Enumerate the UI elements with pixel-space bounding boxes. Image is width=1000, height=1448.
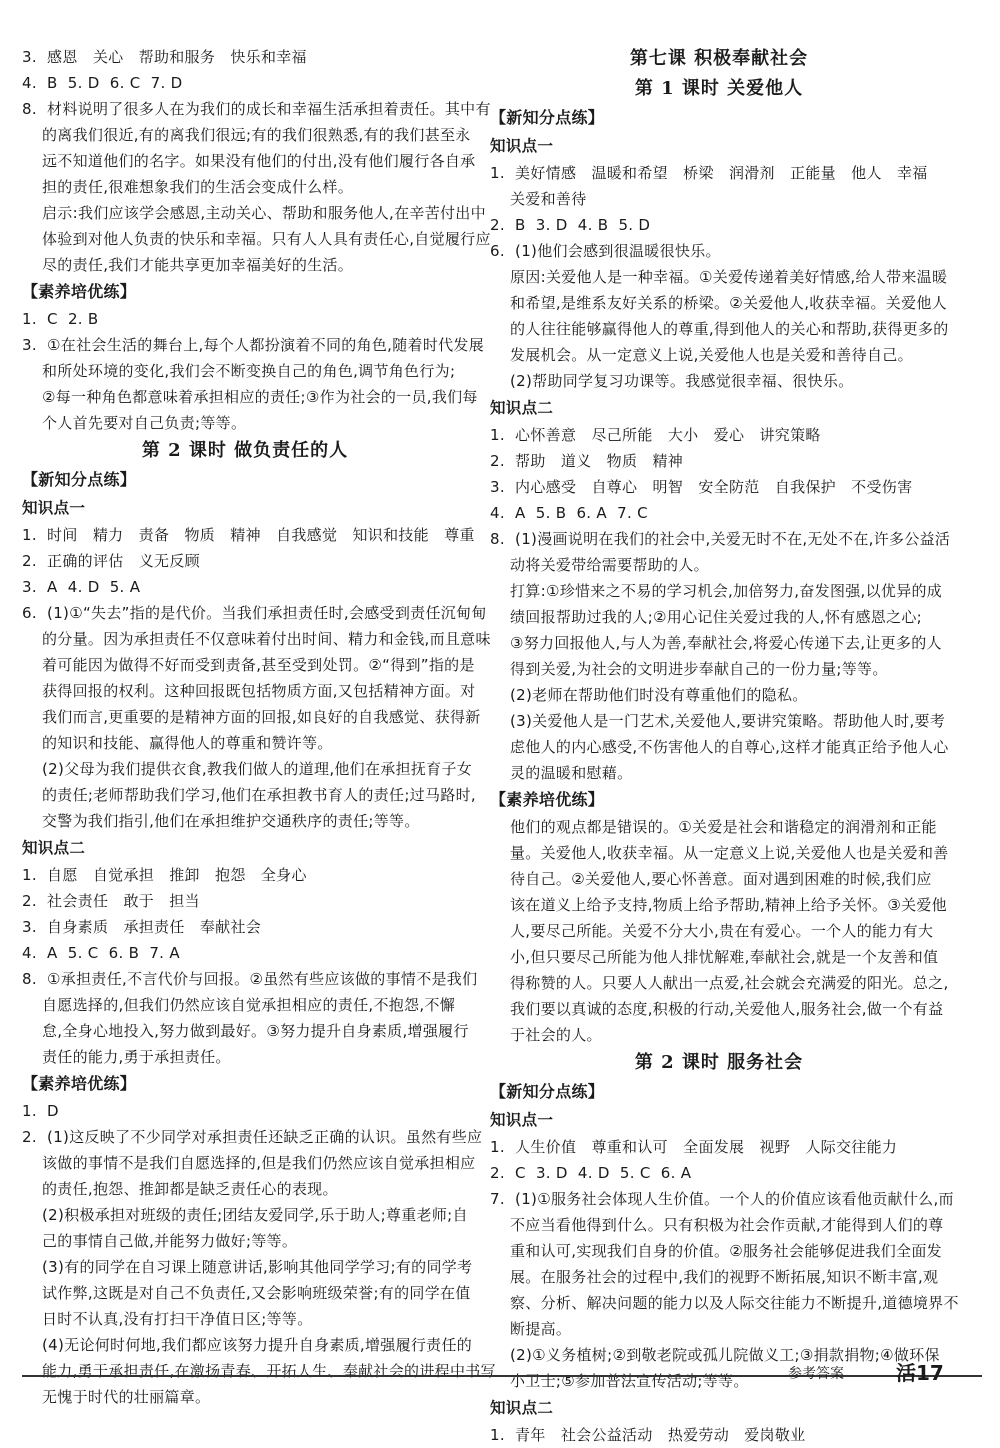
answer-line: 打算:①珍惜来之不易的学习机会,加倍努力,奋发图强,以优异的成 [510, 582, 943, 600]
answer-line: 获得回报的权利。这种回报既包括物质方面,又包括精神方面。对 [42, 682, 476, 700]
answer-line: 怠,全身心地投入,努力做到最好。③努力提升自身素质,增强履行 [42, 1022, 469, 1040]
answer-line: 待自己。②关爱他人,要心怀善意。面对遇到困难的时候,我们应 [510, 870, 932, 888]
answer-line: 和希望,是维系友好关系的桥梁。②关爱他人,收获幸福。关爱他人 [510, 294, 947, 312]
answer-line: 绩回报帮助过我的人;②用心记住关爱过我的人,怀有感恩之心; [510, 608, 923, 626]
knowledge-point-heading: 知识点一 [490, 1111, 554, 1129]
answer-line: 交警为我们指引,他们在承担维护交通秩序的责任;等等。 [42, 812, 420, 830]
answer-line: (3)有的同学在自习课上随意讲话,影响其他同学学习;有的同学考 [42, 1258, 473, 1276]
answer-item: 4. A 5. C 6. B 7. A [22, 944, 180, 962]
answer-item: 8. 材料说明了很多人在为我们的成长和幸福生活承担着责任。其中有 [22, 100, 491, 118]
answer-item: 1. 美好情感 温暖和希望 桥梁 润滑剂 正能量 他人 幸福 [490, 164, 928, 182]
lesson-heading: 第 2 课时 做负责任的人 [141, 440, 349, 461]
answer-item: 4. B 5. D 6. C 7. D [22, 74, 183, 92]
answer-item: 2. 正确的评估 义无反顾 [22, 552, 200, 570]
answer-line: (2)积极承担对班级的责任;团结友爱同学,乐于助人;尊重老师;自 [42, 1206, 468, 1224]
answer-item: 3. ①在社会生活的舞台上,每个人都扮演着不同的角色,随着时代发展 [22, 336, 485, 354]
knowledge-point-heading: 知识点一 [490, 137, 554, 155]
answer-line: 于社会的人。 [510, 1026, 602, 1044]
answer-item: 3. 自身素质 承担责任 奉献社会 [22, 918, 262, 936]
answer-line: 体验到对他人负责的快乐和幸福。只有人人具有责任心,自觉履行应 [42, 230, 491, 248]
answer-line: 该做的事情不是我们自愿选择的,但是我们仍然应该自觉承担相应 [42, 1154, 476, 1172]
right-column [490, 44, 959, 1448]
answer-line: 尽的责任,我们才能共享更加幸福美好的生活。 [42, 256, 354, 274]
answer-line: 的离我们很近,有的离我们很远;有的我们很熟悉,有的我们甚至永 [42, 126, 471, 144]
answer-line: 量。关爱他人,收获幸福。从一定意义上说,关爱他人也是关爱和善 [510, 844, 949, 862]
lesson-heading: 第 2 课时 服务社会 [634, 1052, 804, 1073]
answer-item: 3. A 4. D 5. A [22, 578, 141, 596]
answer-line: 试作弊,这既是对自己不负责任,又会影响班级荣誉;有的同学在值 [42, 1284, 471, 1302]
answer-line: 担的责任,很难想象我们的生活会变成什么样。 [42, 178, 354, 196]
answer-line: 远不知道他们的名字。如果没有他们的付出,没有他们履行各自承 [42, 152, 476, 170]
answer-line: 无愧于时代的壮丽篇章。 [42, 1388, 211, 1406]
lesson-heading: 第 1 课时 关爱他人 [634, 78, 804, 99]
section-heading: 【素养培优练】 [22, 1074, 137, 1093]
answer-line: 原因:关爱他人是一种幸福。①关爱传递着美好情感,给人带来温暖 [510, 268, 948, 286]
answer-line: 的知识和技能、赢得他人的尊重和赞许等。 [42, 734, 333, 752]
answer-item: 1. C 2. B [22, 310, 99, 328]
answer-item: 2. B 3. D 4. B 5. D [490, 216, 651, 234]
answer-line: 的分量。因为承担责任不仅意味着付出时间、精力和金钱,而且意味 [42, 630, 491, 648]
answer-line: 断提高。 [510, 1320, 572, 1338]
knowledge-point-heading: 知识点二 [490, 399, 554, 417]
answer-item: 2. C 3. D 4. D 5. C 6. A [490, 1164, 692, 1182]
section-heading: 【新知分点练】 [490, 1082, 605, 1101]
answer-line: (2)①义务植树;②到敬老院或孤儿院做义工;③捐款捐物;④做环保 [510, 1346, 940, 1364]
section-heading: 【素养培优练】 [22, 282, 137, 301]
left-column [22, 44, 496, 1410]
answer-item: 1. 时间 精力 责备 物质 精神 自我感觉 知识和技能 尊重 [22, 526, 475, 544]
answer-line: 自愿选择的,但我们仍然应该自觉承担相应的责任,不抱怨,不懈 [42, 996, 456, 1014]
answer-line: (4)无论何时何地,我们都应该努力提升自身素质,增强履行责任的 [42, 1336, 473, 1354]
answer-item: 2. 帮助 道义 物质 精神 [490, 452, 684, 470]
answer-line: 灵的温暖和慰藉。 [510, 764, 633, 782]
answer-line: 责任的能力,勇于承担责任。 [42, 1048, 231, 1066]
answer-line: 的责任,抱怨、推卸都是缺乏责任心的表现。 [42, 1180, 338, 1198]
answer-line: 的人往往能够赢得他人的尊重,得到他人的关心和帮助,获得更多的 [510, 320, 949, 338]
answer-item: 8. ①承担责任,不言代价与回报。②虽然有些应该做的事情不是我们 [22, 970, 478, 988]
answer-line: 和所处环境的变化,我们会不断变换自己的角色,调节角色行为; [42, 362, 456, 380]
answer-line: ③努力回报他人,与人为善,奉献社会,将爱心传递下去,让更多的人 [510, 634, 942, 652]
answer-line: 不应当看他得到什么。只有积极为社会作贡献,才能得到人们的尊 [510, 1216, 944, 1234]
answer-line: 能力,勇于承担责任,在激扬青春、开拓人生、奉献社会的进程中书写 [42, 1362, 496, 1380]
answer-line: 小,但只要尽己所能为他人排忧解难,奉献社会,就是一个友善和值 [510, 948, 939, 966]
answer-item: 6. (1)①“失去”指的是代价。当我们承担责任时,会感受到责任沉甸甸 [22, 604, 487, 622]
answer-item: 8. (1)漫画说明在我们的社会中,关爱无时不在,无处不在,许多公益活 [490, 530, 951, 548]
answer-line: 重和认可,实现我们自身的价值。②服务社会能够促进我们全面发 [510, 1242, 942, 1260]
answer-item: 2. (1)这反映了不少同学对承担责任还缺乏正确的认识。虽然有些应 [22, 1128, 483, 1146]
answer-line: 发展机会。从一定意义上说,关爱他人也是关爱和善待自己。 [510, 346, 913, 364]
lesson-heading: 第七课 积极奉献社会 [629, 48, 809, 69]
answer-line: 的责任;老师帮助我们学习,他们在承担教书育人的责任;过马路时, [42, 786, 476, 804]
answer-line: 得到关爱,为社会的文明进步奉献自己的一份力量;等等。 [510, 660, 888, 678]
answer-item: 4. A 5. B 6. A 7. C [490, 504, 648, 522]
answer-line: 日时不认真,没有打扫干净值日区;等等。 [42, 1310, 313, 1328]
answer-line: 启示:我们应该学会感恩,主动关心、帮助和服务他人,在辛苦付出中 [42, 204, 486, 222]
answer-item: 3. 内心感受 自尊心 明智 安全防范 自我保护 不受伤害 [490, 478, 913, 496]
answer-line: 关爱和善待 [510, 190, 587, 208]
answer-item: 3. 感恩 关心 帮助和服务 快乐和幸福 [22, 48, 307, 66]
answer-line: 个人首先要对自己负责;等等。 [42, 414, 247, 432]
answer-line: 着可能因为做得不好而受到责备,甚至受到处罚。②“得到”指的是 [42, 656, 475, 674]
answer-item: 6. (1)他们会感到很温暖很快乐。 [490, 242, 721, 260]
answer-line: 小卫士;⑤参加普法宣传活动;等等。 [510, 1372, 749, 1390]
answer-line: 该在道义上给予支持,物质上给予帮助,精神上给予关怀。③关爱他 [510, 896, 947, 914]
answer-line: 动将关爱带给需要帮助的人。 [510, 556, 709, 574]
answer-item: 1. 人生价值 尊重和认可 全面发展 视野 人际交往能力 [490, 1138, 898, 1156]
answer-item: 1. 自愿 自觉承担 推卸 抱怨 全身心 [22, 866, 307, 884]
answer-line: 察、分析、解决问题的能力以及人际交往能力不断提升,道德境界不 [510, 1294, 959, 1312]
answer-line: 我们要以真诚的态度,积极的行动,关爱他人,服务社会,做一个有益 [510, 1000, 944, 1018]
answer-line: 虑他人的内心感受,不伤害他人的自尊心,这样才能真正给予他人心 [510, 738, 949, 756]
answer-line: (2)帮助同学复习功课等。我感觉很幸福、很快乐。 [510, 372, 854, 390]
section-heading: 【新知分点练】 [490, 108, 605, 127]
answer-line: 己的事情自己做,并能努力做好;等等。 [42, 1232, 298, 1250]
answer-line: 得称赞的人。只要人人献出一点爱,社会就会充满爱的阳光。总之, [510, 974, 949, 992]
answer-line: (3)关爱他人是一门艺术,关爱他人,要讲究策略。帮助他人时,要考 [510, 712, 946, 730]
answer-line: (2)老师在帮助他们时没有尊重他们的隐私。 [510, 686, 808, 704]
answer-item: 7. (1)①服务社会体现人生价值。一个人的价值应该看他贡献什么,而 [490, 1190, 954, 1208]
knowledge-point-heading: 知识点二 [22, 839, 86, 857]
knowledge-point-heading: 知识点一 [22, 499, 86, 517]
section-heading: 【素养培优练】 [490, 790, 605, 809]
answer-item: 1. D [22, 1102, 59, 1120]
page-number: 活17 [896, 1361, 944, 1385]
answer-line: (2)父母为我们提供衣食,教我们做人的道理,他们在承担抚育子女 [42, 760, 473, 778]
answer-item: 1. 心怀善意 尽己所能 大小 爱心 讲究策略 [490, 426, 821, 444]
answer-line: 我们而言,更重要的是精神方面的回报,如良好的自我感觉、获得新 [42, 708, 481, 726]
answer-line: 人,要尽己所能。关爱不分大小,贵在有爱心。一个人的能力有大 [510, 922, 934, 940]
answer-item: 2. 社会责任 敢于 担当 [22, 892, 200, 910]
knowledge-point-heading: 知识点二 [490, 1399, 554, 1417]
answer-item: 1. 青年 社会公益活动 热爱劳动 爱岗敬业 [490, 1426, 806, 1444]
answer-line: 展。在服务社会的过程中,我们的视野不断拓展,知识不断丰富,观 [510, 1268, 939, 1286]
answer-line: ②每一种角色都意味着承担相应的责任;③作为社会的一员,我们每 [42, 388, 478, 406]
footer-label: 参考答案 [788, 1366, 844, 1382]
section-heading: 【新知分点练】 [22, 470, 137, 489]
answer-line: 他们的观点都是错误的。①关爱是社会和谐稳定的润滑剂和正能 [510, 818, 937, 836]
